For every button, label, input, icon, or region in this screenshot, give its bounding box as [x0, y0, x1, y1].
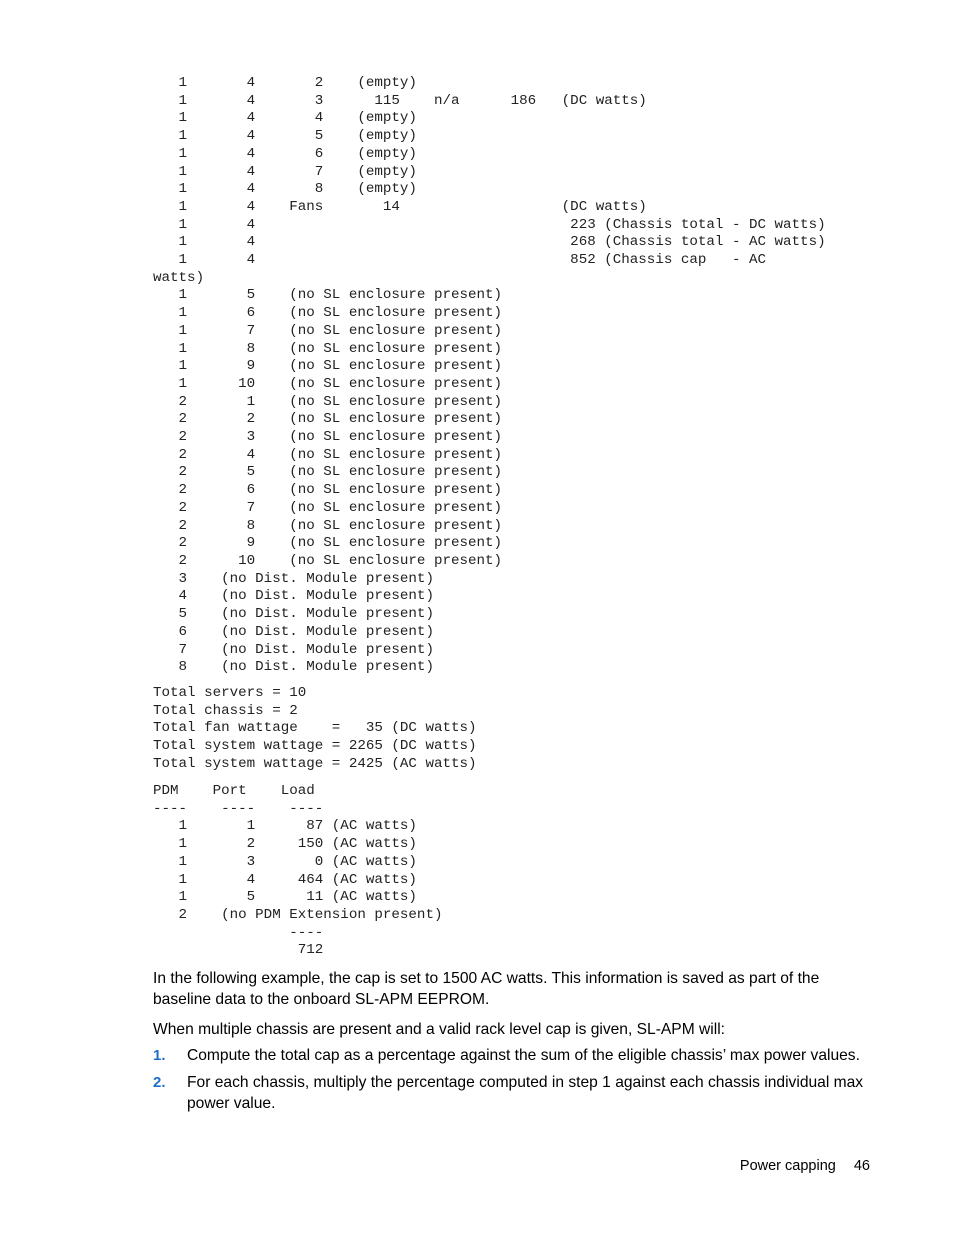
pdm-load-listing: PDM Port Load ---- ---- ---- 1 1 87 (AC watts) 1 2 150 (AC watts) 1 3 0 (AC watts) 1 4 464 (AC watts) 1 5 11 (AC watts) 2 (no PDM Extension present) ---- 712: [153, 783, 443, 959]
step-text: For each chassis, multiply the percentage computed in step 1 against each chassis individual max power value.: [187, 1074, 864, 1112]
example-paragraph: In the following example, the cap is set to 1500 AC watts. This information is saved as part of the baseline data to the onboard SL-APM EEPROM.: [153, 970, 820, 1008]
step-number: 2.: [153, 1074, 166, 1091]
enclosure-output-listing: 1 4 2 (empty) 1 4 3 115 n/a 186 (DC watts) 1 4 4 (empty) 1 4 5 (empty) 1 4 6 (empty) 1 4 7 (empty) 1 4 8 (empty) 1 4 Fans 14 (DC watts) 1 4 223 (Chassis total - DC watts) 1 4 268 (Chassis total - AC watts) 1 4 852 (Chassis cap - AC watts) 1 5 (no SL enclosure present) 1 6 (no SL enclosure present) 1 7 (no SL enclosure present) 1 8 (no SL enclosure present) 1 9 (no SL enclosure present) 1 10 (no SL enclosure present) 2 1 (no SL enclosure present) 2 2 (no SL enclosure present) 2 3 (no SL enclosure present) 2 4 (no SL enclosure present) 2 5 (no SL enclosure present) 2 6 (no SL enclosure present) 2 7 (no SL enclosure present) 2 8 (no SL enclosure present) 2 9 (no SL enclosure present) 2 10 (no SL enclosure present) 3 (no Dist. Module present) 4 (no Dist. Module present) 5 (no Dist. Module present) 6 (no Dist. Module present) 7 (no Dist. Module present) 8 (no Dist. Module present): [153, 75, 826, 676]
intro-paragraph: When multiple chassis are present and a valid rack level cap is given, SL-APM will:: [153, 1021, 726, 1038]
step-number: 1.: [153, 1047, 166, 1064]
step-text: Compute the total cap as a percentage against the sum of the eligible chassis’ max power values.: [187, 1047, 860, 1064]
page-footer: [740, 1158, 870, 1174]
page-number: 46: [853, 1158, 870, 1174]
footer-section-title: Power capping: [739, 1158, 836, 1174]
totals-output-listing: Total servers = 10 Total chassis = 2 Total fan wattage = 35 (DC watts) Total system wattage = 2265 (DC watts) Total system wattage = 2425 (AC watts): [153, 685, 477, 772]
